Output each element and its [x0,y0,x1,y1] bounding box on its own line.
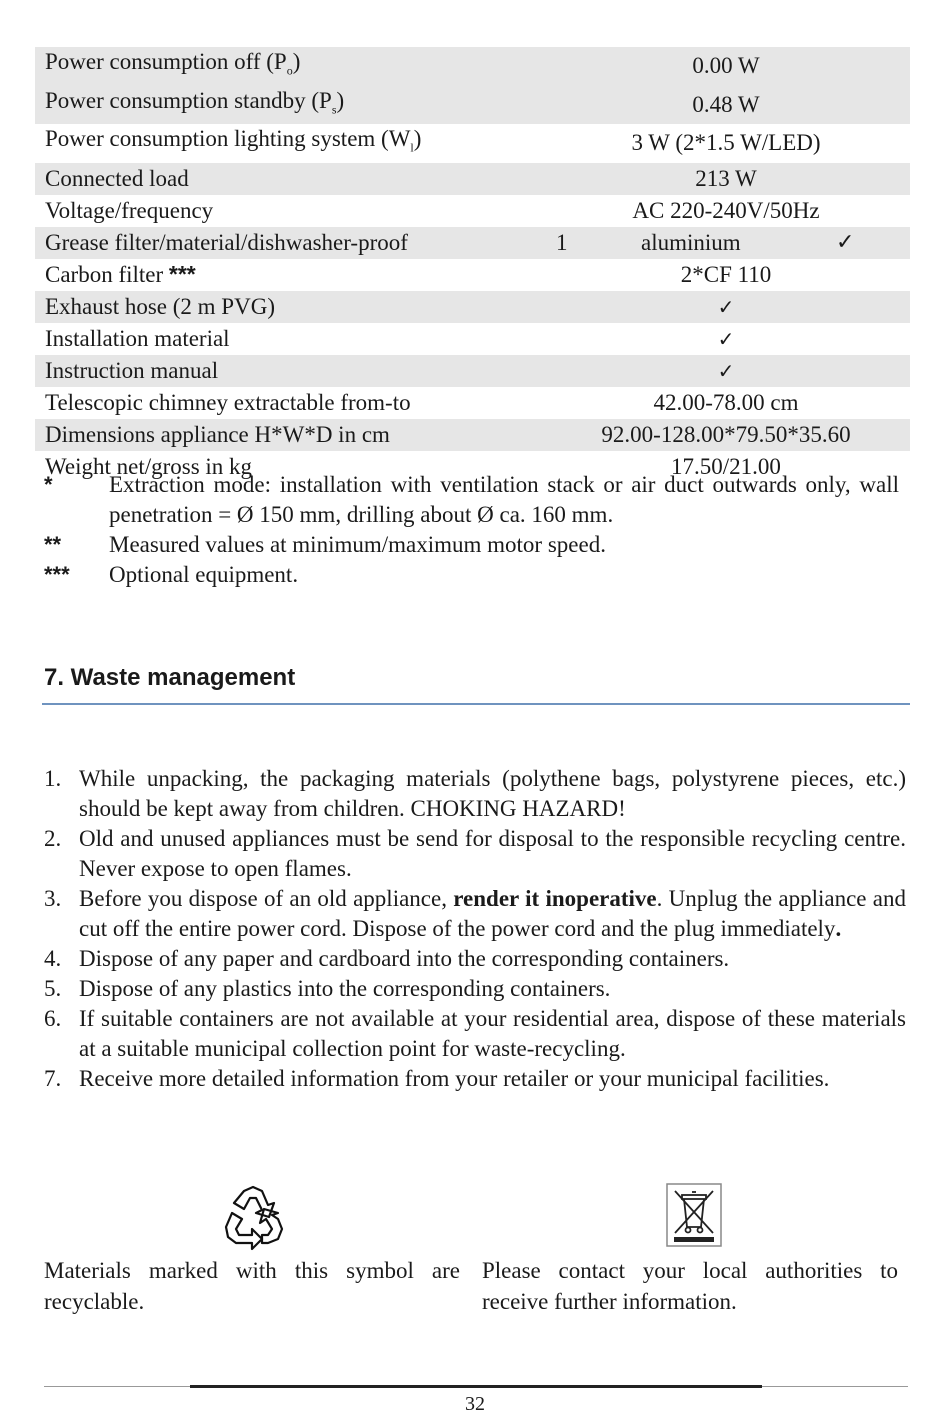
footer-divider-accent [190,1385,762,1388]
table-row [35,227,910,259]
spec-label: Instruction manual [45,357,219,383]
footnote [44,470,899,530]
item-number: 7. [44,1066,62,1091]
spec-value: 213 W [695,165,757,191]
item-number: 3. [44,886,62,911]
item-number: 5. [44,976,62,1001]
footnote-text: Measured values at minimum/maximum motor speed. [109,532,606,557]
table-row [35,259,910,291]
spec-label: Telescopic chimney extractable from-to [45,389,411,415]
spec-value: 2*CF 110 [680,261,772,287]
item-number: 1. [44,766,62,791]
check-icon: ✓ [836,229,855,255]
list-item [44,944,906,974]
spec-label: Installation material [45,325,230,351]
list-item [44,1004,906,1064]
item-text: Before you dispose of an old appliance, render it inoperative. Unplug the appliance and cut off the entire power cord. Dispose of the power cord and the plug immediately. [79,886,906,941]
footnote-mark: *** [168,261,196,288]
footnote [44,530,899,560]
item-number: 2. [44,826,62,851]
check-icon: ✓ [717,358,735,383]
spec-label: Grease filter/material/dishwasher-proof [45,229,408,255]
spec-value: 92.00-128.00*79.50*35.60 [601,421,851,447]
list-item [44,1064,906,1094]
waste-management-list [44,764,906,1094]
filter-quantity: 1 [556,229,568,255]
table-row [35,419,910,451]
section-divider [42,703,910,705]
list-item [44,884,906,944]
spec-label: Weight net/gross in kg [45,453,253,479]
table-row [35,291,910,323]
footnote [44,560,899,590]
spec-label: Power consumption standby $(P_s)$ [45,87,345,117]
spec-value: 3 W (2*1.5 W/LED) [631,130,821,156]
spec-label: Dimensions appliance H*W*D in cm [45,421,390,447]
item-text: Dispose of any paper and cardboard into the corresponding containers. [79,946,730,971]
table-row [35,47,910,86]
spec-value: 0.48 W [692,91,760,117]
footnotes [44,470,899,590]
table-row [35,355,910,387]
spec-label: Power consumption off $(P_o)$ [45,49,301,78]
spec-label: Connected load [45,165,189,191]
item-text: Old and unused appliances must be send for disposal to the responsible recycling centre. Never expose to open flames. [79,826,906,881]
footnote-mark: * [44,472,53,497]
check-icon: ✓ [717,294,735,319]
table-row [35,387,910,419]
item-text: Receive more detailed information from your retailer or your municipal facilities. [79,1066,830,1091]
item-number: 6. [44,1006,62,1031]
table-row [35,86,910,125]
section-title: 7. Waste management [44,664,296,691]
footnote-text: Extraction mode: installation with ventilation stack or air duct outwards only, wall penetration = Ø 150 mm, drilling about Ø ca. 160 mm. [109,472,899,527]
disposal-caption: Please contact your local authorities to receive further information. [482,1258,898,1314]
check-icon: ✓ [717,326,735,351]
item-text: If suitable containers are not available at your residential area, dispose of these materials at a suitable municipal collection point for waste-recycling. [79,1006,906,1061]
spec-label: Power consumption lighting system $(W_l)$ [45,126,422,155]
table-row [35,195,910,227]
table-row [35,163,910,195]
spec-label: Carbon filter *** [45,261,196,288]
list-item [44,824,906,884]
footnote-text: Optional equipment. [109,562,299,587]
item-number: 4. [44,946,62,971]
page-number: 32 [465,1393,485,1415]
item-text: While unpacking, the packaging materials (polythene bags, polystyrene pieces, etc.) should be kept away from children. CHOKING HAZARD! [79,766,906,821]
spec-value: AC 220-240V/50Hz [632,197,820,223]
footnote-mark: ** [44,532,62,557]
specification-table [35,47,910,483]
recycle-caption: Materials marked with this symbol are recyclable. [44,1258,460,1314]
spec-label: Exhaust hose (2 m PVG) [45,293,275,319]
spec-value: 0.00 W [692,53,760,79]
table-row [35,124,910,163]
spec-value: 42.00-78.00 cm [653,389,799,415]
spec-value [545,227,910,259]
list-item [44,974,906,1004]
item-text: Dispose of any plastics into the corresponding containers. [79,976,611,1001]
footnote-mark: *** [44,562,70,587]
spec-label: Voltage/frequency [45,197,214,223]
crossed-out-bin-icon [666,1183,722,1247]
recycle-icon [222,1183,284,1253]
emphasis: render it inoperative [453,886,657,911]
table-row [35,323,910,355]
spec-value: 17.50/21.00 [671,453,781,479]
filter-material: aluminium [641,229,741,255]
list-item [44,764,906,824]
